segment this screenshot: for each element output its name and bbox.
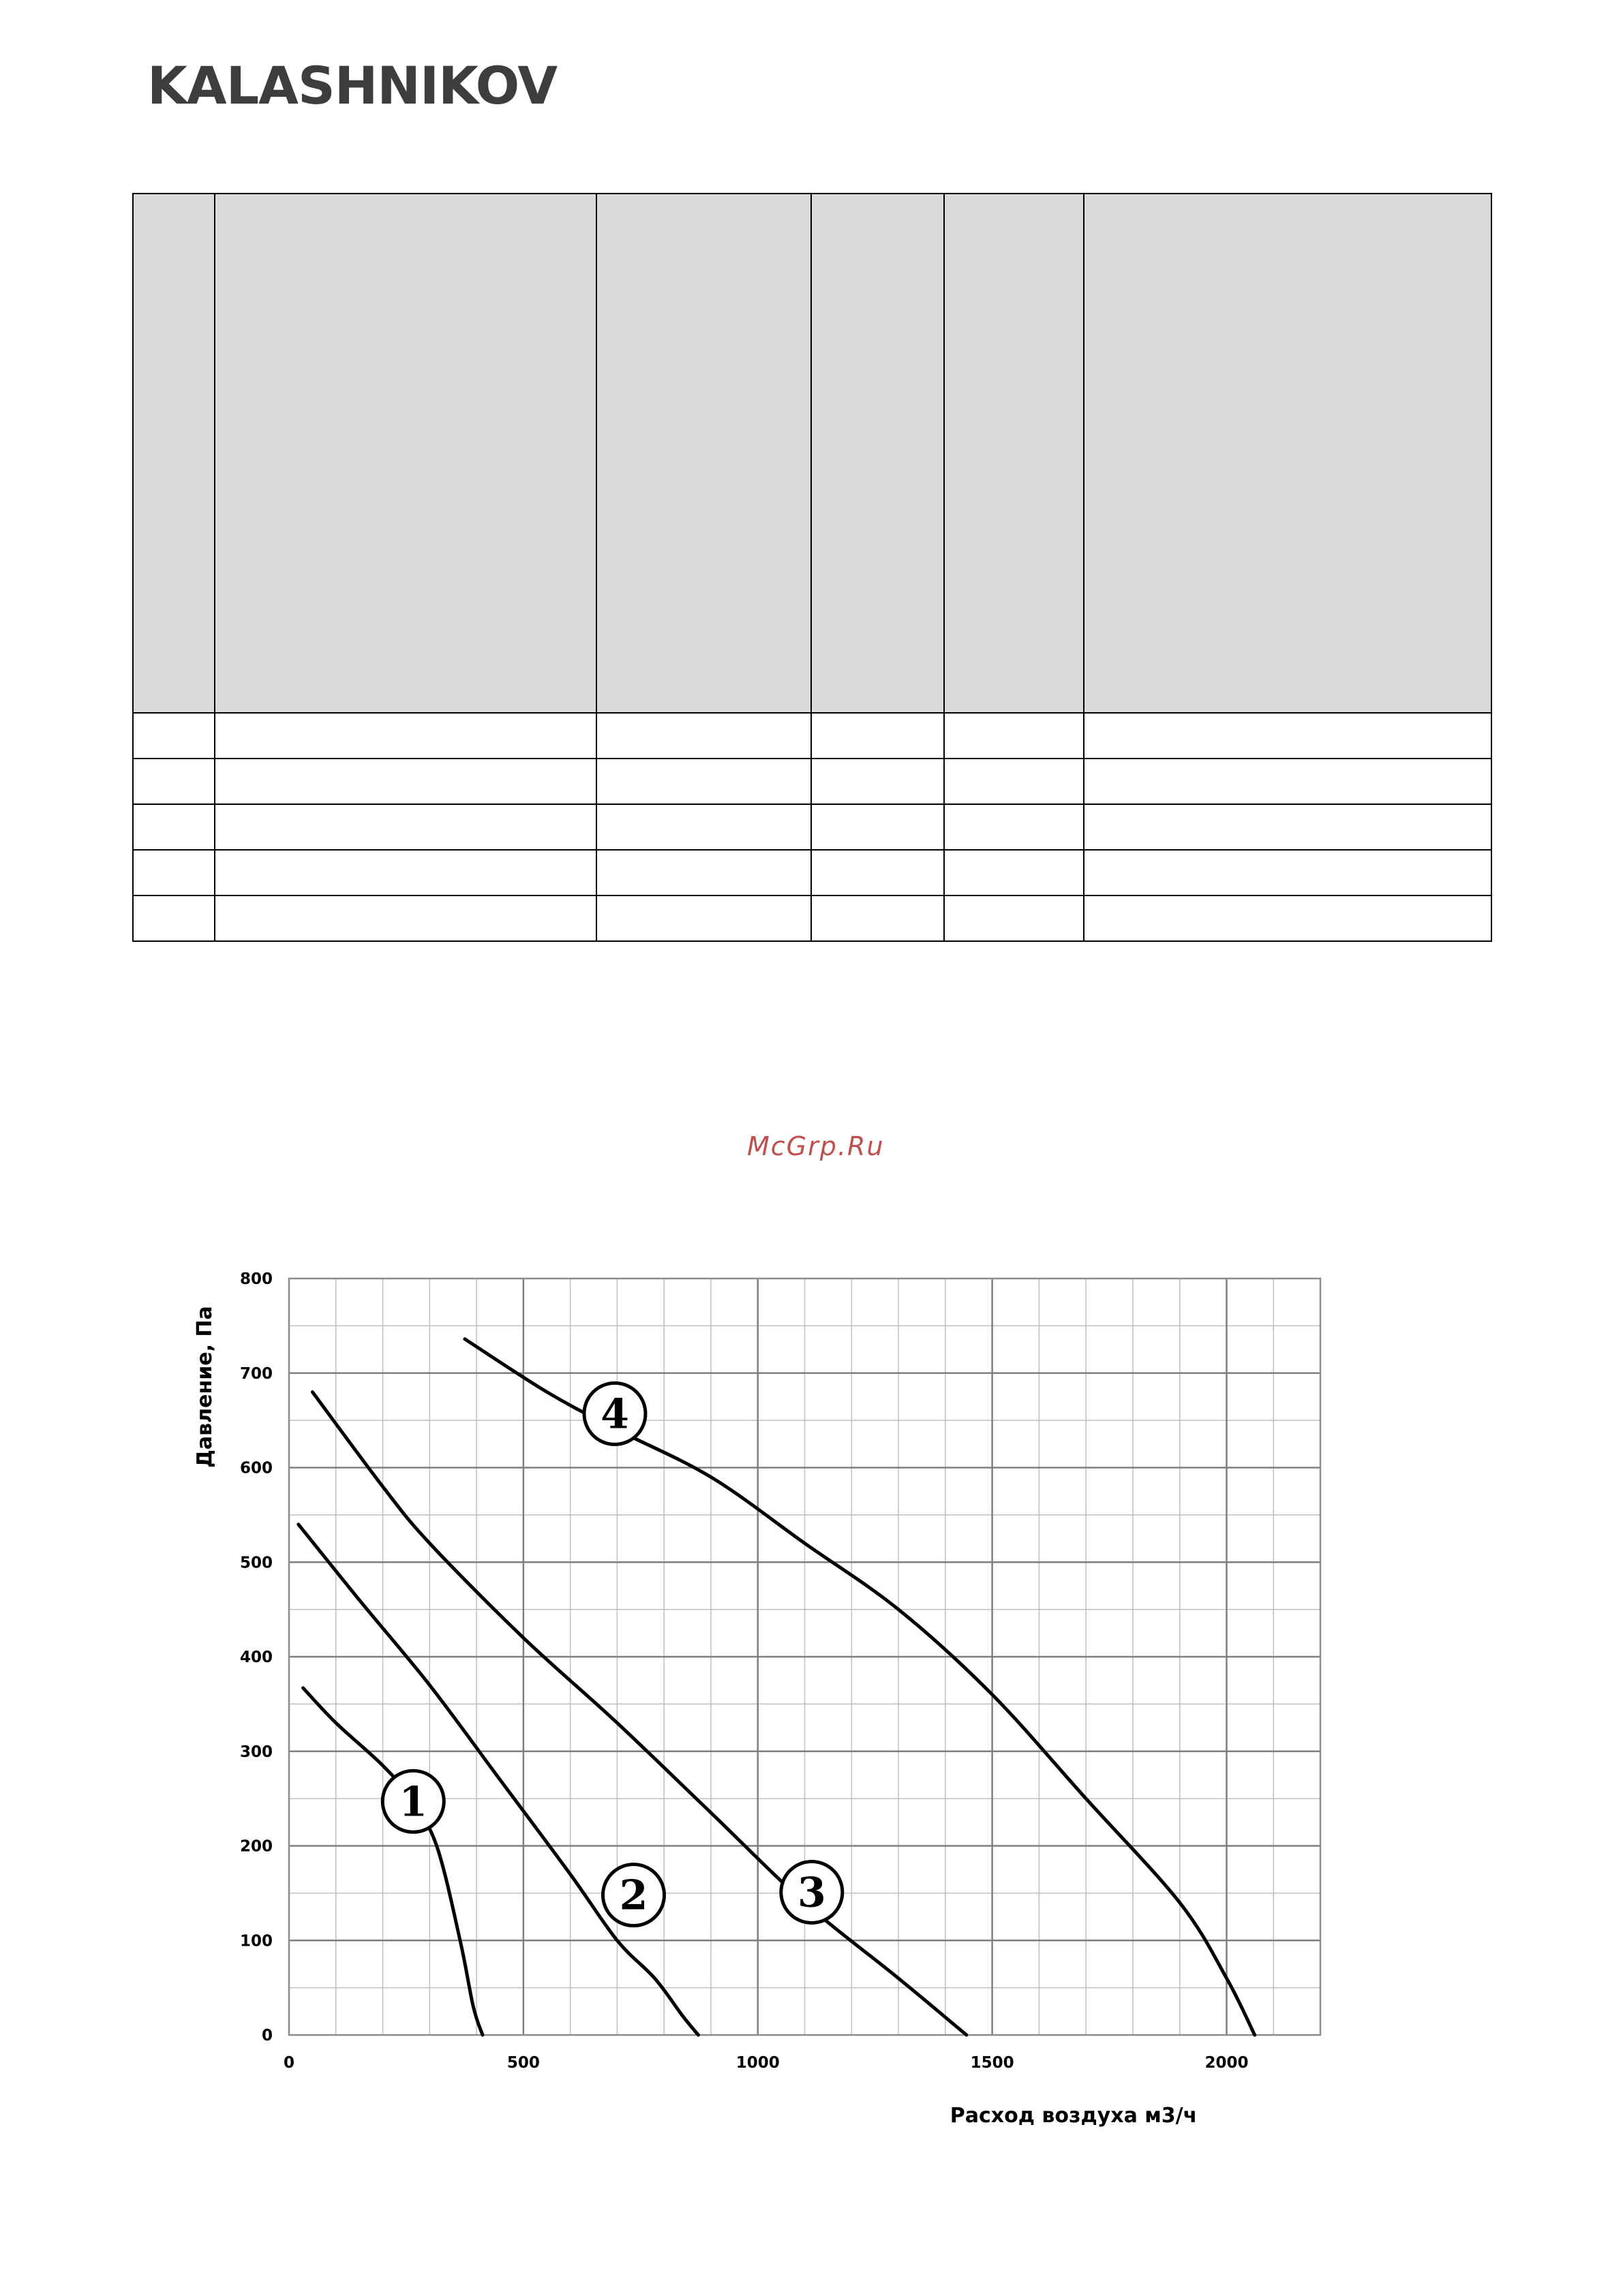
- curve-label-2: 2: [619, 1871, 648, 1920]
- x-tick-label: 2000: [1204, 2054, 1249, 2072]
- x-tick-label: 1500: [970, 2054, 1014, 2072]
- y-tick-label: 500: [239, 1554, 273, 1572]
- watermark: McGrp.Ru: [747, 1131, 885, 1161]
- y-tick-label: 0: [261, 2027, 273, 2045]
- curve-label-1: 1: [399, 1778, 428, 1826]
- x-axis-title: Расход воздуха м3/ч: [950, 2104, 1198, 2128]
- x-tick-label: 0: [283, 2054, 295, 2072]
- brand-logo: KALASHNIKOV: [147, 55, 558, 116]
- y-tick-label: 400: [239, 1649, 273, 1666]
- y-tick-label: 300: [239, 1743, 273, 1761]
- y-tick-label: 800: [239, 1270, 273, 1288]
- y-axis-title: Давление, Па: [193, 1306, 217, 1468]
- chart-curves: [299, 1339, 1255, 2035]
- x-tick-label: 1000: [735, 2054, 780, 2072]
- y-tick-label: 600: [239, 1459, 273, 1478]
- y-tick-label: 100: [239, 1932, 273, 1950]
- y-tick-label: 200: [239, 1837, 273, 1856]
- y-tick-label: 700: [239, 1364, 273, 1383]
- chart-axes: [240, 1270, 1320, 2072]
- chart-curve-labels: [382, 1383, 843, 1925]
- curve-3: [312, 1392, 966, 2036]
- curve-2: [299, 1525, 699, 2035]
- x-tick-label: 500: [506, 2054, 540, 2072]
- curve-1: [303, 1688, 483, 2035]
- curve-label-3: 3: [797, 1869, 826, 1917]
- curve-4: [465, 1339, 1255, 2035]
- curve-label-4: 4: [601, 1390, 629, 1439]
